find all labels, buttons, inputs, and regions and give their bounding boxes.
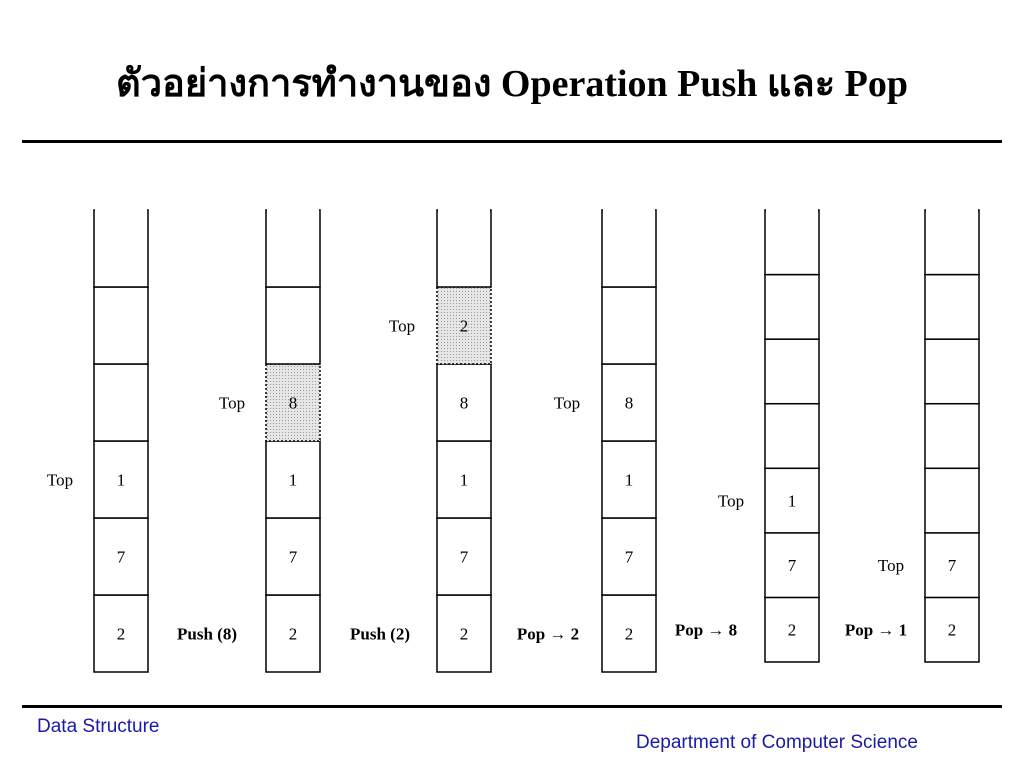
cell-value: 1 xyxy=(288,470,298,490)
slide-title: ตัวอย่างการทำงานของ Operation Push และ Pop xyxy=(116,63,908,105)
cell-value: 2 xyxy=(459,624,469,644)
cell-value: 1 xyxy=(459,470,469,490)
stack-cell xyxy=(266,210,320,287)
operation-label: Pop → 1 xyxy=(844,620,908,640)
top-pointer-label: Top xyxy=(388,316,416,336)
stack-cell xyxy=(437,210,491,287)
stack-cell xyxy=(94,210,148,287)
cell-value: 7 xyxy=(288,547,298,567)
cell-value: 7 xyxy=(459,547,469,567)
cell-value: 8 xyxy=(459,393,469,413)
cell-value: 8 xyxy=(288,393,298,413)
cell-value: 2 xyxy=(624,624,634,644)
footer-course-name: Data Structure xyxy=(37,716,160,737)
stack-cell xyxy=(925,275,979,340)
stack-cell xyxy=(765,210,819,275)
cell-value: 7 xyxy=(787,556,797,576)
stack-3 xyxy=(350,210,491,672)
top-pointer-label: Top xyxy=(553,393,581,413)
stack-cell xyxy=(925,339,979,404)
top-pointer-label: Top xyxy=(717,491,745,511)
stack-cell xyxy=(925,404,979,469)
cell-value: 2 xyxy=(787,620,797,640)
cell-value: 1 xyxy=(787,491,797,511)
stack-1 xyxy=(47,210,148,672)
stack-2 xyxy=(177,210,320,672)
stack-cell xyxy=(602,210,656,287)
cell-value: 1 xyxy=(624,470,634,490)
stack-4 xyxy=(517,210,656,672)
cell-value: 1 xyxy=(116,470,126,490)
stack-cell xyxy=(765,339,819,404)
stack-cell xyxy=(94,364,148,441)
cell-value: 2 xyxy=(459,316,469,336)
operation-label: Push (8) xyxy=(177,624,237,644)
operation-label: Pop → 8 xyxy=(674,620,738,640)
cell-value: 7 xyxy=(624,547,634,567)
cell-value: 7 xyxy=(116,547,126,567)
cell-value: 7 xyxy=(947,556,957,576)
cell-value: 2 xyxy=(947,620,957,640)
stack-cell xyxy=(925,210,979,275)
stack-cell xyxy=(94,287,148,364)
cell-value: 2 xyxy=(116,624,126,644)
stack-6 xyxy=(845,210,979,662)
footer-department: Department of Computer Science xyxy=(636,732,918,753)
cell-value: 8 xyxy=(624,393,634,413)
cell-value: 2 xyxy=(288,624,298,644)
footer-divider xyxy=(22,705,1002,708)
top-pointer-label: Top xyxy=(877,556,905,576)
stack-cell xyxy=(602,287,656,364)
stack-cell xyxy=(266,287,320,364)
stack-cell xyxy=(925,468,979,533)
top-pointer-label: Top xyxy=(218,393,246,413)
top-pointer-label: Top xyxy=(46,470,74,490)
operation-label: Push (2) xyxy=(350,624,410,644)
operation-label: Pop → 2 xyxy=(516,624,580,644)
stack-5 xyxy=(675,210,819,662)
stack-cell xyxy=(765,275,819,340)
stack-cell xyxy=(765,404,819,469)
